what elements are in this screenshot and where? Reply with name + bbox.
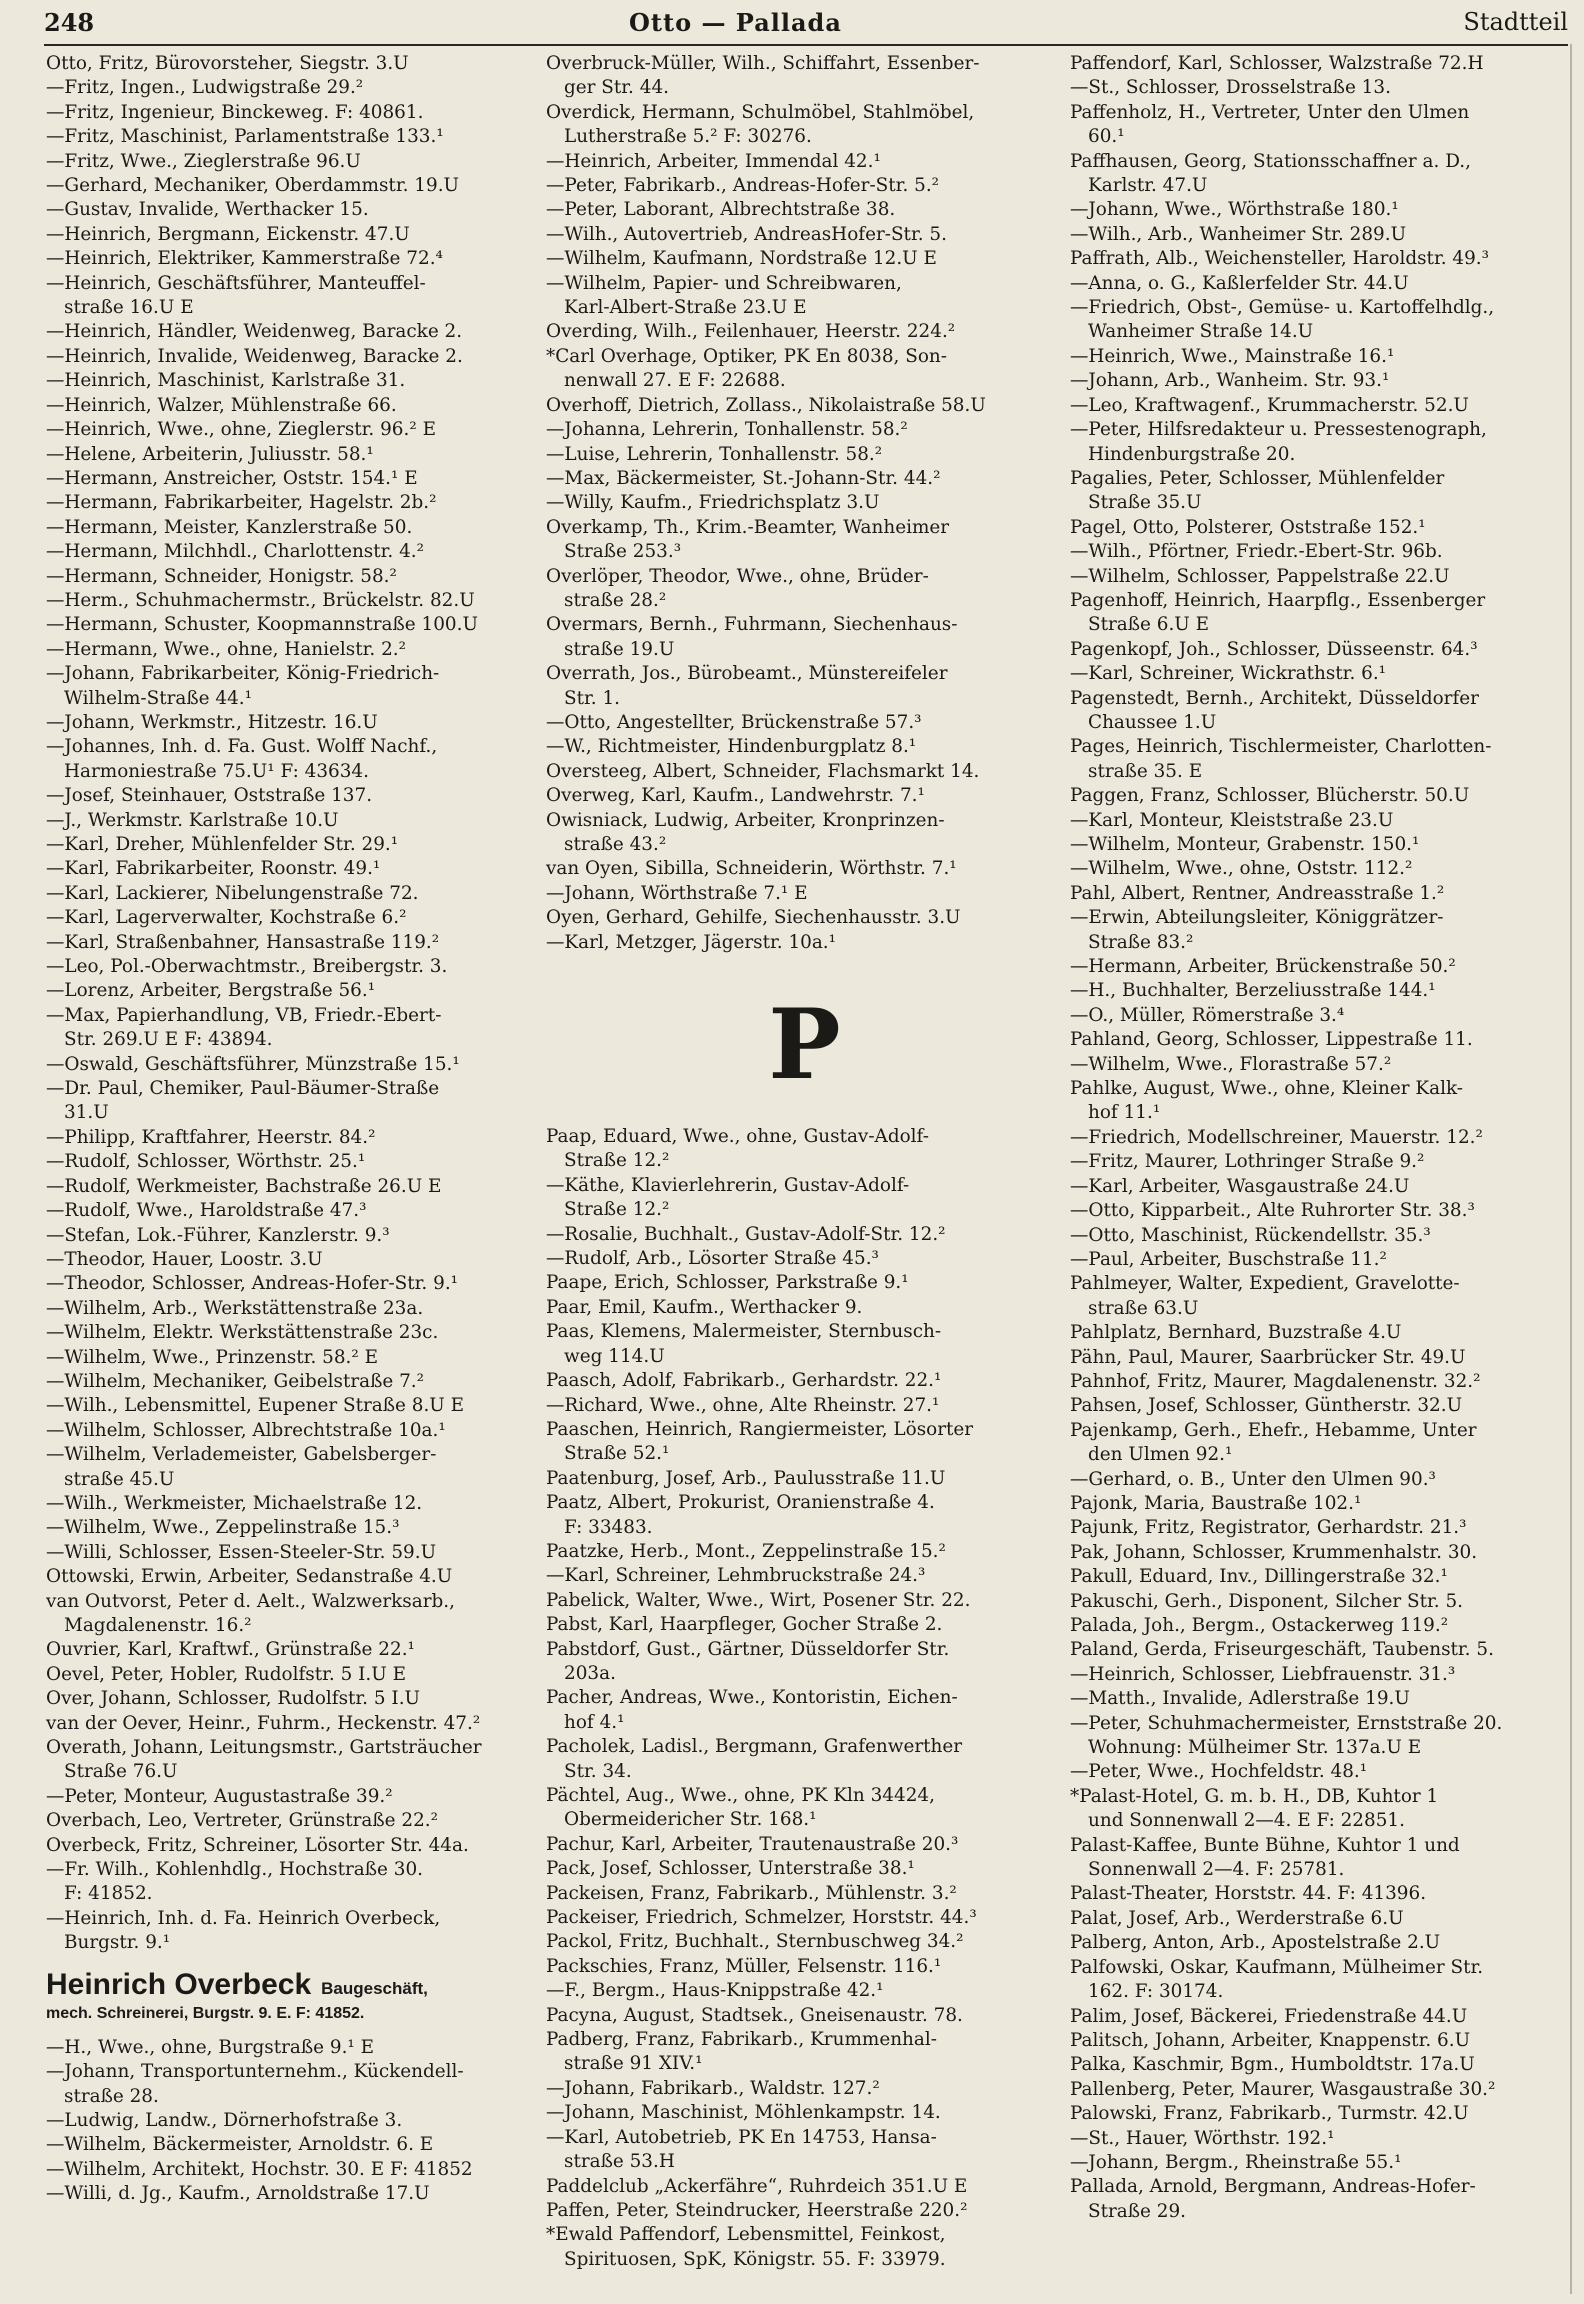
- directory-entry: Pabelick, Walter, Wwe., Wirt, Posener Str. 22.: [546, 1589, 971, 1611]
- right-edge-rule: [1570, 44, 1572, 2294]
- directory-entry: Magdalenenstr. 16.²: [64, 1615, 252, 1636]
- directory-entry: —Karl, Fabrikarbeiter, Roonstr. 49.¹: [46, 858, 381, 880]
- directory-entry: —Otto, Maschinist, Rückendellstr. 35.³: [1070, 1224, 1431, 1246]
- directory-entry: Burgstr. 9.¹: [64, 1932, 171, 1954]
- directory-entry: Packol, Fritz, Buchhalt., Sternbuschweg 34.²: [546, 1931, 964, 1953]
- directory-entry: —Friedrich, Modellschreiner, Mauerstr. 12.²: [1070, 1126, 1483, 1148]
- directory-entry: —Max, Papierhandlung, VB, Friedr.-Ebert-: [46, 1004, 442, 1026]
- directory-entry: —Max, Bäckermeister, St.-Johann-Str. 44.²: [546, 467, 941, 489]
- directory-entry: —Hermann, Milchhdl., Charlottenstr. 4.²: [46, 541, 425, 563]
- directory-entry: —H., Buchhalter, Berzeliusstraße 144.¹: [1070, 980, 1436, 1002]
- directory-entry: —O., Müller, Römerstraße 3.⁴: [1070, 1004, 1345, 1026]
- directory-entry: Pahl, Albert, Rentner, Andreasstraße 1.²: [1070, 882, 1445, 904]
- directory-entry: —Rudolf, Werkmeister, Bachstraße 26.U E: [46, 1175, 442, 1197]
- directory-entry: —Otto, Kipparbeit., Alte Ruhrorter Str. 38.³: [1070, 1200, 1475, 1222]
- directory-entry: Ottowski, Erwin, Arbeiter, Sedanstraße 4.U: [46, 1566, 453, 1588]
- directory-entry: —Hermann, Meister, Kanzlerstraße 50.: [46, 516, 413, 538]
- directory-entry: —Johann, Fabrikarb., Waldstr. 127.²: [546, 2077, 880, 2099]
- directory-entry: Pajenkamp, Gerh., Ehefr., Hebamme, Unter: [1070, 1419, 1477, 1441]
- directory-entry: Pachur, Karl, Arbeiter, Trautenaustraße 20.³: [546, 1833, 959, 1855]
- directory-entry: Paggen, Franz, Schlosser, Blücherstr. 50.U: [1070, 785, 1470, 807]
- directory-entry: Pagenhoff, Heinrich, Haarpflg., Essenberger: [1070, 589, 1486, 611]
- directory-entry: —Käthe, Klavierlehrerin, Gustav-Adolf-: [546, 1174, 910, 1196]
- directory-entry: —Peter, Schuhmachermeister, Ernststraße 20.: [1070, 1712, 1503, 1734]
- directory-entry: straße 35. E: [1088, 760, 1203, 782]
- directory-entry: Paasch, Adolf, Fabrikarb., Gerhardstr. 22.¹: [546, 1370, 942, 1392]
- directory-entry: —W., Richtmeister, Hindenburgplatz 8.¹: [546, 736, 917, 758]
- directory-entry: Pakull, Eduard, Inv., Dillingerstraße 32.¹: [1070, 1566, 1448, 1588]
- directory-entry: —H., Wwe., ohne, Burgstraße 9.¹ E: [46, 2036, 375, 2058]
- directory-entry: hof 11.¹: [1088, 1102, 1161, 1124]
- directory-entry: Pallada, Arnold, Bergmann, Andreas-Hofer-: [1070, 2176, 1476, 2198]
- directory-entry: Paatz, Albert, Prokurist, Oranienstraße 4.: [546, 1492, 935, 1514]
- directory-entry: —Heinrich, Geschäftsführer, Manteuffel-: [46, 272, 426, 294]
- directory-entry: —Wilhelm, Kaufmann, Nordstraße 12.U E: [546, 248, 937, 270]
- directory-entry: Wilhelm-Straße 44.¹: [64, 687, 252, 709]
- directory-entry: —Paul, Arbeiter, Buschstraße 11.²: [1070, 1248, 1387, 1270]
- directory-entry: —Karl, Monteur, Kleiststraße 23.U: [1070, 809, 1394, 831]
- directory-entry: —Stefan, Lok.-Führer, Kanzlerstr. 9.³: [46, 1224, 390, 1246]
- directory-entry: Paape, Erich, Schlosser, Parkstraße 9.¹: [546, 1272, 909, 1294]
- directory-entry: Ouvrier, Karl, Kraftwf., Grünstraße 22.¹: [46, 1639, 415, 1661]
- directory-entry: straße 63.U: [1088, 1297, 1199, 1319]
- directory-entry: Packschies, Franz, Müller, Felsenstr. 116.¹: [546, 1955, 942, 1977]
- directory-entry: —Oswald, Geschäftsführer, Münzstraße 15.¹: [46, 1053, 460, 1075]
- ad-details: mech. Schreinerei, Burgstr. 9. E. F: 41852.: [46, 2004, 365, 2022]
- directory-entry: Wanheimer Straße 14.U: [1088, 321, 1314, 343]
- directory-entry: Paffendorf, Karl, Schlosser, Walzstraße 72.H: [1070, 53, 1484, 74]
- directory-entry: —Johann, Werkmstr., Hitzestr. 16.U: [46, 711, 378, 733]
- directory-entry: —Fritz, Wwe., Zieglerstraße 96.U: [46, 150, 361, 172]
- directory-entry: Str. 269.U E F: 43894.: [64, 1029, 273, 1051]
- directory-entry: straße 28.²: [564, 589, 667, 611]
- directory-entry: —Leo, Kraftwagenf., Krummacherstr. 52.U: [1070, 394, 1469, 416]
- directory-entry: Pages, Heinrich, Tischlermeister, Charlotten-: [1070, 736, 1492, 758]
- directory-entry: Packeisen, Franz, Fabrikarb., Mühlenstr. 3.²: [546, 1882, 957, 1904]
- directory-entry: —Wilhelm, Wwe., Zeppelinstraße 15.³: [46, 1517, 400, 1539]
- ad-company-name: Heinrich Overbeck: [46, 1967, 312, 2001]
- directory-entry: Palberg, Anton, Arb., Apostelstraße 2.U: [1070, 1932, 1441, 1954]
- directory-entry: straße 53.H: [564, 2151, 675, 2173]
- directory-entry: —Willi, d. Jg., Kaufm., Arnoldstraße 17.U: [46, 2183, 430, 2205]
- directory-entry: Pacher, Andreas, Wwe., Kontoristin, Eichen-: [546, 1687, 958, 1709]
- directory-entry: —Hermann, Schuster, Koopmannstraße 100.U: [46, 614, 478, 636]
- directory-entry: —Josef, Steinhauer, Oststraße 137.: [46, 785, 373, 807]
- directory-entry: —Johann, Arb., Wanheim. Str. 93.¹: [1070, 370, 1390, 392]
- directory-entry: —Hermann, Anstreicher, Oststr. 154.¹ E: [46, 467, 418, 489]
- directory-entry: Straße 35.U: [1088, 492, 1202, 514]
- directory-entry: —Herm., Schuhmachermstr., Brückelstr. 82.U: [46, 589, 475, 611]
- directory-entry: Paffen, Peter, Steindrucker, Heerstraße 220.²: [546, 2199, 968, 2221]
- directory-entry: Overhoff, Dietrich, Zollass., Nikolaistraße 58.U: [546, 394, 986, 416]
- directory-entry: Palat, Josef, Arb., Werderstraße 6.U: [1070, 1907, 1404, 1929]
- directory-entry: —J., Werkmstr. Karlstraße 10.U: [46, 809, 339, 831]
- directory-entry: —Wilh., Werkmeister, Michaelstraße 12.: [46, 1492, 423, 1514]
- directory-entry: —Willy, Kaufm., Friedrichsplatz 3.U: [546, 492, 880, 514]
- directory-entry: —Johann, Transportunternehm., Kückendell-: [46, 2061, 464, 2083]
- directory-entry: —Wilh., Pförtner, Friedr.-Ebert-Str. 96b.: [1070, 541, 1443, 563]
- directory-entry: —Wilhelm, Bäckermeister, Arnoldstr. 6. E: [46, 2134, 434, 2156]
- directory-entry: Pahlplatz, Bernhard, Buzstraße 4.U: [1070, 1322, 1402, 1344]
- directory-entry: Paas, Klemens, Malermeister, Sternbusch-: [546, 1321, 942, 1343]
- directory-entry: —Wilhelm, Mechaniker, Geibelstraße 7.²: [46, 1370, 425, 1392]
- directory-entry: —Fritz, Maurer, Lothringer Straße 9.²: [1070, 1151, 1425, 1173]
- directory-entry: —Anna, o. G., Kaßlerfelder Str. 44.U: [1070, 272, 1409, 294]
- directory-entry: —Heinrich, Schlosser, Liebfrauenstr. 31.³: [1070, 1663, 1456, 1685]
- directory-entry: Straße 6.U E: [1088, 614, 1210, 636]
- directory-entry: —Ludwig, Landw., Dörnerhofstraße 3.: [46, 2109, 403, 2131]
- directory-entry: Palka, Kaschmir, Bgm., Humboldtstr. 17a.U: [1070, 2054, 1475, 2076]
- directory-entry: Pagenkopf, Joh., Schlosser, Düsseenstr. 64.³: [1070, 638, 1478, 660]
- directory-entry: —Otto, Angestellter, Brückenstraße 57.³: [546, 711, 922, 733]
- directory-entry: und Sonnenwall 2—4. E F: 22851.: [1088, 1810, 1405, 1832]
- directory-entry: —Wilhelm, Wwe., Florastraße 57.²: [1070, 1053, 1392, 1075]
- directory-entry: —Karl, Schreiner, Wickrathstr. 6.¹: [1070, 663, 1387, 685]
- directory-entry: —Karl, Lackierer, Nibelungenstraße 72.: [46, 882, 419, 904]
- directory-entry: —Johann, Bergm., Rheinstraße 55.¹: [1070, 2151, 1402, 2173]
- directory-entry: —Wilhelm, Architekt, Hochstr. 30. E F: 41852: [46, 2158, 473, 2180]
- directory-entry: ger Str. 44.: [564, 77, 669, 99]
- directory-entry: straße 19.U: [564, 638, 675, 660]
- directory-entry: —Fritz, Ingenieur, Binckeweg. F: 40861.: [46, 101, 424, 123]
- directory-entry: F: 41852.: [64, 1883, 153, 1905]
- advertisement-block: [46, 1968, 524, 2026]
- directory-entry: —Gerhard, Mechaniker, Oberdammstr. 19.U: [46, 175, 460, 197]
- directory-entry: straße 45.U: [64, 1468, 175, 1490]
- directory-entry: —Karl, Lagerverwalter, Kochstraße 6.²: [46, 907, 407, 929]
- directory-entry: —Fritz, Maschinist, Parlamentstraße 133.¹: [46, 126, 444, 148]
- directory-entry: Paatenburg, Josef, Arb., Paulusstraße 11.U: [546, 1467, 946, 1489]
- directory-entry: Straße 29.: [1088, 2200, 1187, 2222]
- directory-entry: nenwall 27. E F: 22688.: [564, 370, 786, 392]
- directory-entry: —Gustav, Invalide, Werthacker 15.: [46, 199, 369, 221]
- directory-entry: Wohnung: Mülheimer Str. 137a.U E: [1088, 1737, 1422, 1759]
- directory-entry: —Heinrich, Inh. d. Fa. Heinrich Overbeck,: [46, 1907, 441, 1929]
- section-label: Stadtteil: [1463, 8, 1568, 36]
- directory-entry: —Karl, Autobetrieb, PK En 14753, Hansa-: [546, 2126, 937, 2148]
- directory-entry: —Dr. Paul, Chemiker, Paul-Bäumer-Straße: [46, 1078, 440, 1100]
- directory-entry: van Outvorst, Peter d. Aelt., Walzwerksarb.,: [46, 1590, 455, 1612]
- directory-entry: —Peter, Hilfsredakteur u. Pressestenograph,: [1070, 419, 1487, 441]
- directory-entry: —Helene, Arbeiterin, Juliusstr. 58.¹: [46, 443, 374, 465]
- directory-entry: Paffenholz, H., Vertreter, Unter den Ulmen: [1070, 101, 1470, 123]
- directory-entry: Straße 76.U: [64, 1761, 178, 1783]
- directory-entry: Palast-Theater, Horststr. 44. F: 41396.: [1070, 1883, 1427, 1905]
- directory-entry: —Fr. Wilh., Kohlenhdlg., Hochstraße 30.: [46, 1859, 424, 1881]
- directory-entry: Paffrath, Alb., Weichensteller, Haroldstr. 49.³: [1070, 248, 1490, 270]
- directory-entry: den Ulmen 92.¹: [1088, 1444, 1233, 1466]
- directory-entry: —Peter, Wwe., Hochfeldstr. 48.¹: [1070, 1761, 1368, 1783]
- directory-entry: Paar, Emil, Kaufm., Werthacker 9.: [546, 1296, 863, 1318]
- directory-entry: Pajunk, Fritz, Registrator, Gerhardstr. 21.³: [1070, 1517, 1467, 1539]
- directory-entry: Pahlke, August, Wwe., ohne, Kleiner Kalk-: [1070, 1078, 1463, 1100]
- directory-entry: Pagalies, Peter, Schlosser, Mühlenfelder: [1070, 467, 1445, 489]
- directory-entry: Pagenstedt, Bernh., Architekt, Düsseldorfer: [1070, 687, 1479, 709]
- directory-entry: —Heinrich, Wwe., ohne, Zieglerstr. 96.² E: [46, 419, 437, 441]
- directory-entry: —Wilhelm, Verlademeister, Gabelsberger-: [46, 1444, 437, 1466]
- directory-entry: Pabst, Karl, Haarpfleger, Gocher Straße 2.: [546, 1614, 943, 1636]
- directory-entry: —Wilhelm, Schlosser, Pappelstraße 22.U: [1070, 565, 1450, 587]
- directory-entry: Oevel, Peter, Hobler, Rudolfstr. 5 I.U E: [46, 1663, 407, 1685]
- directory-entry: —Wilhelm, Monteur, Grabenstr. 150.¹: [1070, 834, 1420, 855]
- directory-entry: —Wilhelm, Wwe., Prinzenstr. 58.² E: [46, 1346, 379, 1368]
- directory-entry: *Carl Overhage, Optiker, PK En 8038, Son-: [546, 345, 947, 367]
- directory-entry: Pahland, Georg, Schlosser, Lippestraße 11.: [1070, 1029, 1473, 1051]
- directory-entry: Lutherstraße 5.² F: 30276.: [564, 126, 812, 148]
- directory-entry: —Heinrich, Walzer, Mühlenstraße 66.: [46, 394, 397, 416]
- directory-entry: —F., Bergm., Haus-Knippstraße 42.¹: [546, 1980, 884, 2002]
- directory-entry: Overbeck, Fritz, Schreiner, Lösorter Str. 44a.: [46, 1834, 469, 1856]
- directory-entry: —Johannes, Inh. d. Fa. Gust. Wolff Nachf.,: [46, 736, 438, 758]
- directory-entry: Oversteeg, Albert, Schneider, Flachsmarkt 14.: [546, 760, 980, 782]
- directory-entry: —St., Hauer, Wörthstr. 192.¹: [1070, 2127, 1335, 2149]
- directory-entry: —Johann, Wwe., Wörthstraße 180.¹: [1070, 199, 1399, 221]
- directory-entry: Pähn, Paul, Maurer, Saarbrücker Str. 49.U: [1070, 1346, 1466, 1368]
- directory-entry: Straße 83.²: [1088, 931, 1194, 953]
- directory-entry: Str. 34.: [564, 1760, 632, 1782]
- directory-entry: Overbruck-Müller, Wilh., Schiffahrt, Essenber-: [546, 53, 980, 74]
- directory-entry: Obermeidericher Str. 168.¹: [564, 1809, 817, 1831]
- directory-entry: Pagel, Otto, Polsterer, Oststraße 152.¹: [1070, 516, 1426, 538]
- running-head: Otto — Pallada: [629, 8, 842, 37]
- directory-entry: 203a.: [564, 1662, 616, 1684]
- column-1: [46, 52, 524, 2207]
- directory-entry: Paland, Gerda, Friseurgeschäft, Taubenstr. 5.: [1070, 1639, 1494, 1661]
- directory-entry: —Lorenz, Arbeiter, Bergstraße 56.¹: [46, 980, 376, 1002]
- directory-entry: —Wilhelm, Wwe., ohne, Oststr. 112.²: [1070, 858, 1413, 880]
- directory-entry: Pabstdorf, Gust., Gärtner, Düsseldorfer Str.: [546, 1638, 950, 1660]
- directory-entry: —Hermann, Wwe., ohne, Hanielstr. 2.²: [46, 638, 406, 660]
- directory-entry: van Oyen, Sibilla, Schneiderin, Wörthstr. 7.¹: [546, 858, 957, 880]
- column-2: [546, 52, 1063, 2272]
- directory-entry: Karlstr. 47.U: [1088, 175, 1208, 197]
- directory-entry: Pacyna, August, Stadtsek., Gneisenaustr. 78.: [546, 2004, 963, 2026]
- directory-entry: Palast-Kaffee, Bunte Bühne, Kuhtor 1 und: [1070, 1834, 1460, 1856]
- directory-entry: Straße 12.²: [564, 1199, 670, 1221]
- directory-entry: Pahnhof, Fritz, Maurer, Magdalenenstr. 32.²: [1070, 1370, 1481, 1392]
- directory-entry: —Hermann, Arbeiter, Brückenstraße 50.²: [1070, 956, 1456, 978]
- directory-entry: —Hermann, Schneider, Honigstr. 58.²: [46, 565, 397, 587]
- directory-entry: —Heinrich, Wwe., Mainstraße 16.¹: [1070, 345, 1395, 367]
- directory-entry: Pak, Johann, Schlosser, Krummenhalstr. 30.: [1070, 1541, 1478, 1563]
- directory-entry: Harmoniestraße 75.U¹ F: 43634.: [64, 760, 369, 782]
- directory-entry: —Peter, Monteur, Augustastraße 39.²: [46, 1785, 393, 1807]
- directory-entry: Overbach, Leo, Vertreter, Grünstraße 22.²: [46, 1810, 439, 1832]
- directory-entry: Over, Johann, Schlosser, Rudolfstr. 5 I.U: [46, 1688, 421, 1710]
- directory-entry: Hindenburgstraße 20.: [1088, 443, 1296, 465]
- directory-entry: —Leo, Pol.-Oberwachtmstr., Breibergstr. 3.: [46, 956, 448, 978]
- directory-entry: Palfowski, Oskar, Kaufmann, Mülheimer Str.: [1070, 1956, 1484, 1978]
- directory-entry: Sonnenwall 2—4. F: 25781.: [1088, 1859, 1345, 1881]
- directory-entry: Straße 253.³: [564, 541, 682, 563]
- directory-entry: Pack, Josef, Schlosser, Unterstraße 38.¹: [546, 1858, 915, 1880]
- directory-entry: Overdick, Hermann, Schulmöbel, Stahlmöbel,: [546, 101, 975, 123]
- directory-entry: 31.U: [64, 1102, 109, 1124]
- directory-entry: —Wilh., Autovertrieb, AndreasHofer-Str. 5.: [546, 223, 947, 245]
- column-3: [1070, 52, 1562, 2224]
- directory-entry: straße 43.²: [564, 834, 667, 855]
- directory-entry: —Peter, Fabrikarb., Andreas-Hofer-Str. 5.²: [546, 175, 940, 197]
- directory-entry: Owisniack, Ludwig, Arbeiter, Kronprinzen-: [546, 809, 945, 831]
- directory-entry: Chaussee 1.U: [1088, 711, 1217, 733]
- directory-entry: Overkamp, Th., Krim.-Beamter, Wanheimer: [546, 516, 950, 538]
- directory-entry: —Luise, Lehrerin, Tonhallenstr. 58.²: [546, 443, 883, 465]
- directory-entry: —Heinrich, Bergmann, Eickenstr. 47.U: [46, 223, 410, 245]
- directory-entry: —Johann, Wörthstraße 7.¹ E: [546, 882, 808, 904]
- directory-entry: weg 114.U: [564, 1345, 665, 1367]
- directory-entry: —Karl, Schreiner, Lehmbruckstraße 24.³: [546, 1565, 926, 1587]
- directory-entry: van der Oever, Heinr., Fuhrm., Heckenstr. 47.²: [46, 1712, 481, 1734]
- directory-entry: F: 33483.: [564, 1516, 653, 1538]
- directory-entry: —Wilhelm, Schlosser, Albrechtstraße 10a.¹: [46, 1419, 446, 1441]
- directory-entry: —Karl, Straßenbahner, Hansastraße 119.²: [46, 931, 440, 953]
- directory-entry: —Karl, Dreher, Mühlenfelder Str. 29.¹: [46, 834, 399, 855]
- directory-entry: Straße 52.¹: [564, 1443, 670, 1465]
- directory-entry: —St., Schlosser, Drosselstraße 13.: [1070, 77, 1391, 99]
- directory-entry: Overweg, Karl, Kaufm., Landwehrstr. 7.¹: [546, 785, 925, 807]
- directory-entry: 162. F: 30174.: [1088, 1981, 1224, 2003]
- directory-entry: Spirituosen, SpK, Königstr. 55. F: 33979.: [564, 2248, 946, 2270]
- directory-entry: —Heinrich, Maschinist, Karlstraße 31.: [46, 370, 406, 392]
- directory-entry: Pajonk, Maria, Baustraße 102.¹: [1070, 1492, 1362, 1514]
- directory-entry: Overmars, Bernh., Fuhrmann, Siechenhaus-: [546, 614, 958, 636]
- directory-entry: —Theodor, Hauer, Loostr. 3.U: [46, 1248, 323, 1270]
- directory-entry: hof 4.¹: [564, 1711, 625, 1733]
- directory-entry: Pacholek, Ladisl., Bergmann, Grafenwerther: [546, 1736, 963, 1758]
- directory-entry: Pallenberg, Peter, Maurer, Wasgaustraße 30.²: [1070, 2078, 1496, 2100]
- directory-entry: straße 16.U E: [64, 297, 194, 319]
- directory-entry: Padberg, Franz, Fabrikarb., Krummenhal-: [546, 2029, 937, 2051]
- directory-entry: —Fritz, Ingen., Ludwigstraße 29.²: [46, 77, 364, 99]
- directory-entry: —Wilhelm, Arb., Werkstättenstraße 23a.: [46, 1297, 424, 1319]
- directory-entry: —Rudolf, Schlosser, Wörthstr. 25.¹: [46, 1151, 366, 1173]
- directory-entry: —Peter, Laborant, Albrechtstraße 38.: [546, 199, 896, 221]
- directory-entry: —Wilh., Arb., Wanheimer Str. 289.U: [1070, 223, 1407, 245]
- directory-entry: —Willi, Schlosser, Essen-Steeler-Str. 59.U: [46, 1541, 437, 1563]
- directory-entry: Paaschen, Heinrich, Rangiermeister, Lösorter: [546, 1418, 974, 1440]
- directory-entry: Overath, Johann, Leitungsmstr., Gartsträucher: [46, 1737, 482, 1759]
- directory-entry: Paatzke, Herb., Mont., Zeppelinstraße 15.²: [546, 1540, 946, 1562]
- directory-entry: Overrath, Jos., Bürobeamt., Münstereifeler: [546, 663, 948, 685]
- directory-entry: —Matth., Invalide, Adlerstraße 19.U: [1070, 1688, 1410, 1710]
- page-number: 248: [44, 8, 95, 37]
- directory-entry: Palim, Josef, Bäckerei, Friedenstraße 44.U: [1070, 2005, 1468, 2027]
- directory-entry: Overding, Wilh., Feilenhauer, Heerstr. 224.²: [546, 321, 956, 343]
- directory-entry: —Gerhard, o. B., Unter den Ulmen 90.³: [1070, 1468, 1436, 1490]
- directory-entry: *Palast-Hotel, G. m. b. H., DB, Kuhtor 1: [1070, 1785, 1439, 1807]
- directory-entry: —Rudolf, Arb., Lösorter Straße 45.³: [546, 1248, 879, 1270]
- directory-entry: —Wilh., Lebensmittel, Eupener Straße 8.U E: [46, 1395, 465, 1417]
- directory-entry: Overlöper, Theodor, Wwe., ohne, Brüder-: [546, 565, 929, 587]
- directory-entry: —Johann, Maschinist, Möhlenkampstr. 14.: [546, 2102, 941, 2124]
- directory-entry: —Heinrich, Elektriker, Kammerstraße 72.⁴: [46, 248, 443, 270]
- directory-entry: Paap, Eduard, Wwe., ohne, Gustav-Adolf-: [546, 1126, 929, 1148]
- directory-entry: —Richard, Wwe., ohne, Alte Rheinstr. 27.¹: [546, 1394, 940, 1416]
- directory-entry: —Wilhelm, Elektr. Werkstättenstraße 23c.: [46, 1322, 439, 1344]
- directory-entry: —Wilhelm, Papier- und Schreibwaren,: [546, 272, 902, 294]
- directory-entry: straße 91 XIV.¹: [564, 2053, 703, 2075]
- section-letter: P: [768, 988, 841, 1102]
- directory-entry: —Karl, Metzger, Jägerstr. 10a.¹: [546, 931, 837, 953]
- directory-entry: —Theodor, Schlosser, Andreas-Hofer-Str. 9.¹: [46, 1273, 459, 1295]
- directory-entry: Pahsen, Josef, Schlosser, Güntherstr. 32.U: [1070, 1395, 1463, 1417]
- directory-entry: Pächtel, Aug., Wwe., ohne, PK Kln 34424,: [546, 1785, 935, 1806]
- directory-entry: Palowski, Franz, Fabrikarb., Turmstr. 42.U: [1070, 2103, 1469, 2125]
- directory-entry: —Heinrich, Invalide, Weidenweg, Baracke 2.: [46, 345, 463, 367]
- directory-entry: Karl-Albert-Straße 23.U E: [564, 297, 807, 319]
- directory-entry: —Friedrich, Obst-, Gemüse- u. Kartoffelhdlg.,: [1070, 297, 1495, 319]
- directory-entry: Straße 12.²: [564, 1150, 670, 1172]
- directory-entry: —Karl, Arbeiter, Wasgaustraße 24.U: [1070, 1175, 1410, 1197]
- directory-entry: Paddelclub „Ackerfähre“, Ruhrdeich 351.U E: [546, 2175, 968, 2197]
- directory-entry: —Philipp, Kraftfahrer, Heerstr. 84.²: [46, 1126, 376, 1148]
- directory-entry: Palitsch, Johann, Arbeiter, Knappenstr. 6.U: [1070, 2029, 1471, 2051]
- directory-entry: straße 28.: [64, 2085, 159, 2107]
- directory-entry: Pakuschi, Gerh., Disponent, Silcher Str. 5.: [1070, 1590, 1463, 1612]
- directory-entry: —Hermann, Fabrikarbeiter, Hagelstr. 2b.²: [46, 492, 437, 514]
- directory-entry: —Erwin, Abteilungsleiter, Königgrätzer-: [1070, 907, 1444, 929]
- directory-entry: Paffhausen, Georg, Stationsschaffner a. D.,: [1070, 150, 1471, 172]
- directory-entry: Otto, Fritz, Bürovorsteher, Siegstr. 3.U: [46, 53, 409, 74]
- page-header: [44, 0, 1568, 46]
- directory-entry: Palada, Joh., Bergm., Ostackerweg 119.²: [1070, 1615, 1449, 1636]
- directory-entry: Oyen, Gerhard, Gehilfe, Siechenhausstr. 3.U: [546, 907, 961, 929]
- directory-entry: —Heinrich, Arbeiter, Immendal 42.¹: [546, 150, 881, 172]
- directory-entry: *Ewald Paffendorf, Lebensmittel, Feinkost,: [546, 2224, 946, 2246]
- ad-business: Baugeschäft,: [321, 1978, 428, 1998]
- directory-entry: —Rudolf, Wwe., Haroldstraße 47.³: [46, 1200, 367, 1222]
- directory-entry: —Rosalie, Buchhalt., Gustav-Adolf-Str. 12.²: [546, 1223, 946, 1245]
- directory-entry: Packeiser, Friedrich, Schmelzer, Horststr. 44.³: [546, 1907, 977, 1929]
- directory-entry: 60.¹: [1088, 126, 1125, 148]
- directory-entry: Pahlmeyer, Walter, Expedient, Gravelotte-: [1070, 1273, 1460, 1295]
- directory-entry: —Heinrich, Händler, Weidenweg, Baracke 2.: [46, 321, 463, 343]
- directory-entry: —Johanna, Lehrerin, Tonhallenstr. 58.²: [546, 419, 908, 441]
- directory-entry: Str. 1.: [564, 687, 620, 709]
- directory-entry: —Johann, Fabrikarbeiter, König-Friedrich-: [46, 663, 440, 685]
